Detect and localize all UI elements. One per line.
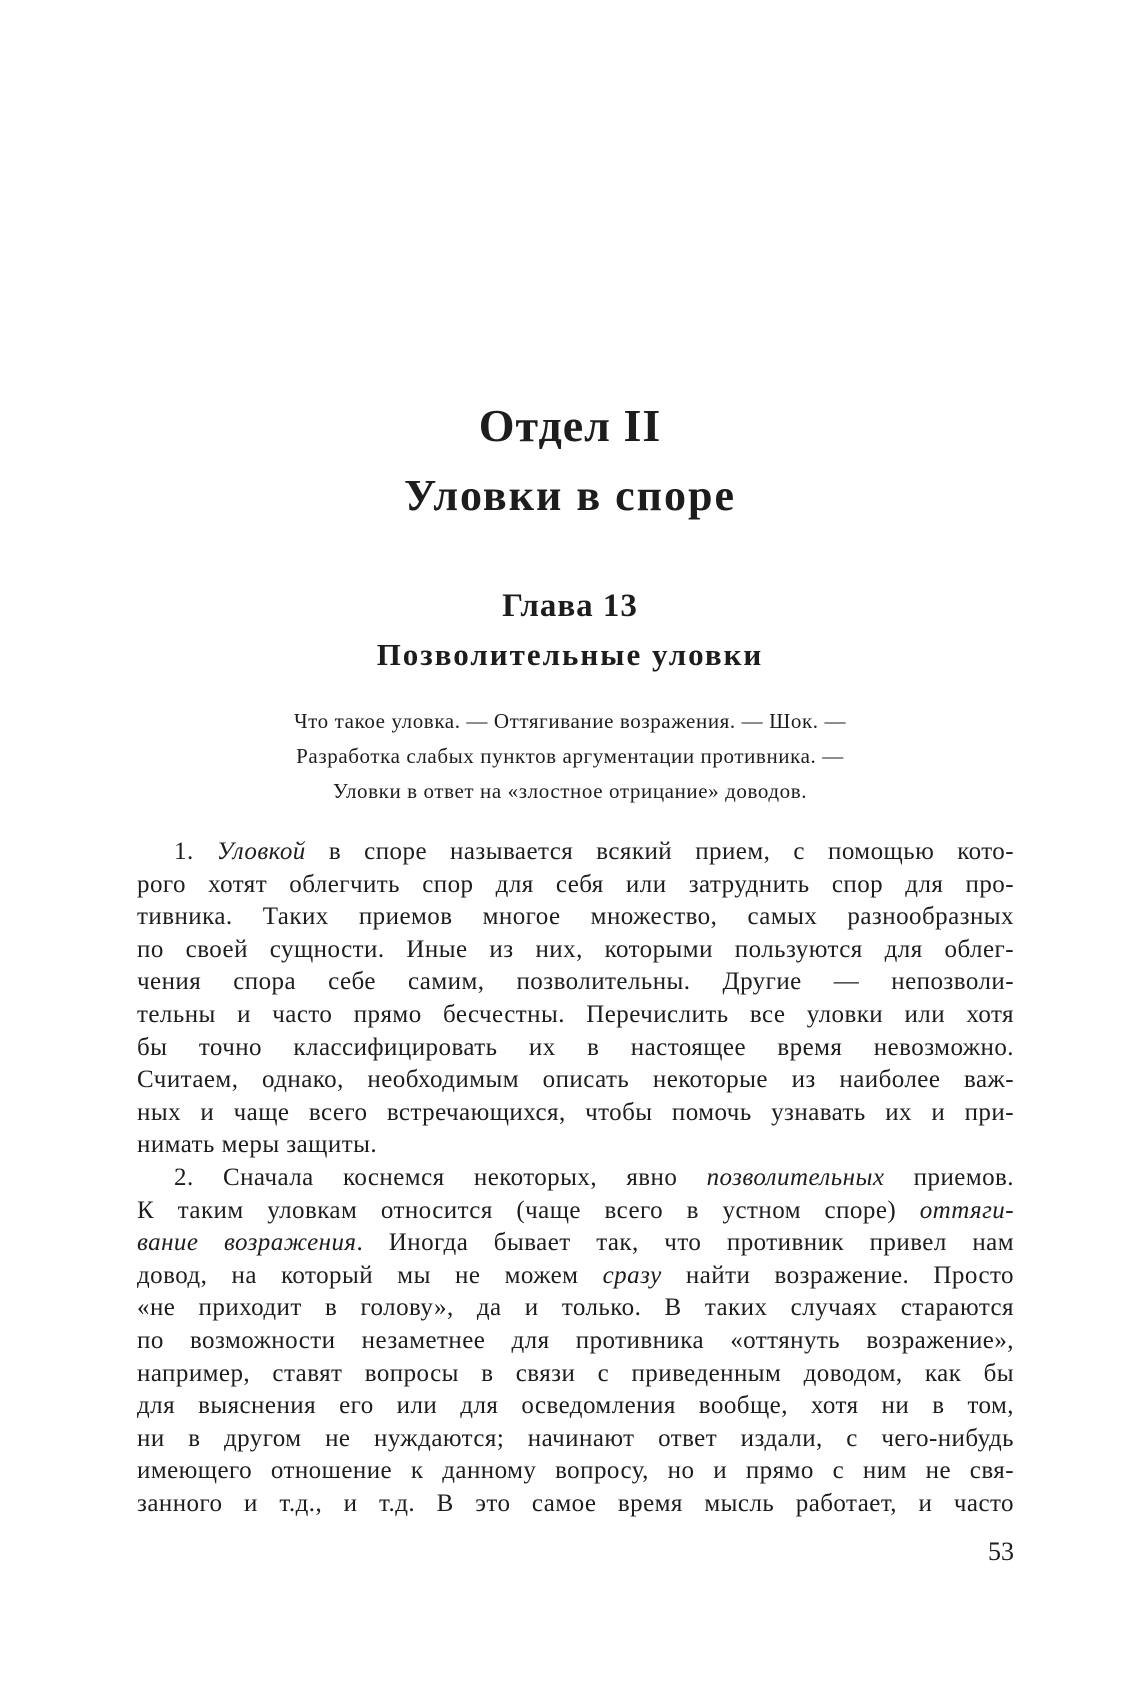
chapter-synopsis <box>0 704 1140 809</box>
italic-term: сразу <box>602 1261 662 1289</box>
text-run: бы точно классифицировать их в настоящее время невозможно. <box>137 1033 1014 1061</box>
text-run: по своей сущности. Иные из них, которыми пользуются для облег- <box>137 935 1014 963</box>
text-run: ных и чаще всего встречающихся, чтобы помочь узнавать их и при- <box>137 1098 1014 1126</box>
text-run: рого хотят облегчить спор для себя или затруднить спор для про- <box>137 870 1014 898</box>
text-line <box>137 1260 1014 1293</box>
chapter-title: Позволительные уловки <box>376 637 764 672</box>
text-line <box>137 1358 1014 1391</box>
text-line <box>137 1390 1014 1423</box>
text-line <box>137 869 1014 902</box>
part-title: Отдел II <box>478 400 662 451</box>
text-line <box>137 1195 1014 1228</box>
text-run: 1. <box>174 838 217 865</box>
text-run: Считаем, однако, необходимым описать некоторые из наиболее важ- <box>137 1066 1014 1094</box>
synopsis-line: Уловки в ответ на «злостное отрицание» доводов. <box>332 779 808 803</box>
italic-term: позволительных <box>706 1163 885 1191</box>
text-run: найти возражение. Просто <box>661 1261 1014 1289</box>
body-text <box>137 836 1014 1520</box>
text-line <box>137 966 1014 999</box>
text-line <box>137 1032 1014 1065</box>
text-run: «не приходит в голову», да и только. В таких случаях стараются <box>137 1294 1014 1322</box>
italic-term: оттяги- <box>919 1196 1014 1224</box>
text-line <box>137 836 1014 869</box>
text-line <box>137 1292 1014 1325</box>
text-line <box>137 1488 1014 1521</box>
text-line <box>137 901 1014 934</box>
text-run: тельны и часто прямо бесчестны. Перечислить все уловки или хотя <box>137 1000 1014 1028</box>
italic-term: вание возражения <box>137 1229 357 1257</box>
text-line <box>137 999 1014 1032</box>
text-line <box>137 1423 1014 1456</box>
text-line <box>137 1129 1014 1162</box>
italic-term: Уловкой <box>216 838 306 865</box>
text-run: чения спора себе самим, позволительны. Другие — непозволи- <box>137 968 1014 996</box>
text-run: 2. Сначала коснемся некоторых, явно <box>174 1163 707 1191</box>
text-run: по возможности незаметнее для противника «оттянуть возражение», <box>137 1326 1014 1354</box>
text-line <box>137 1097 1014 1130</box>
text-line <box>137 1455 1014 1488</box>
text-run: в споре называется всякий прием, с помощью кото- <box>305 838 1015 865</box>
text-run: имеющего отношение к данному вопросу, но и прямо с ним не свя- <box>137 1457 1014 1485</box>
text-line <box>137 1227 1014 1260</box>
text-line <box>137 1064 1014 1097</box>
text-run: приемов. <box>884 1163 1014 1191</box>
text-run: . Иногда бывает так, что противник привел нам <box>356 1229 1014 1257</box>
synopsis-line: Что такое уловка. — Оттягивание возражения. — Шок. — <box>293 709 847 733</box>
text-run: тивника. Таких приемов многое множество, самых разнообразных <box>137 903 1014 931</box>
page-number: 53 <box>988 1537 1014 1566</box>
part-subtitle: Уловки в споре <box>403 471 737 520</box>
text-run: например, ставят вопросы в связи с приведенным доводом, как бы <box>137 1359 1014 1387</box>
text-line <box>137 934 1014 967</box>
chapter-number: Глава 13 <box>502 588 638 624</box>
text-line <box>137 1325 1014 1358</box>
text-run: ни в другом не нуждаются; начинают ответ издали, с чего-нибудь <box>137 1424 1014 1452</box>
text-run: нимать меры защиты. <box>137 1131 378 1159</box>
text-run: для выяснения его или для осведомления вообще, хотя ни в том, <box>137 1392 1014 1420</box>
text-run: довод, на который мы не можем <box>137 1261 603 1289</box>
text-run: К таким уловкам относится (чаще всего в устном споре) <box>137 1196 920 1224</box>
synopsis-line: Разработка слабых пунктов аргументации противника. — <box>296 744 844 768</box>
text-line <box>137 1162 1014 1195</box>
text-run: занного и т.д., и т.д. В это самое время мысль работает, и часто <box>137 1489 1014 1517</box>
